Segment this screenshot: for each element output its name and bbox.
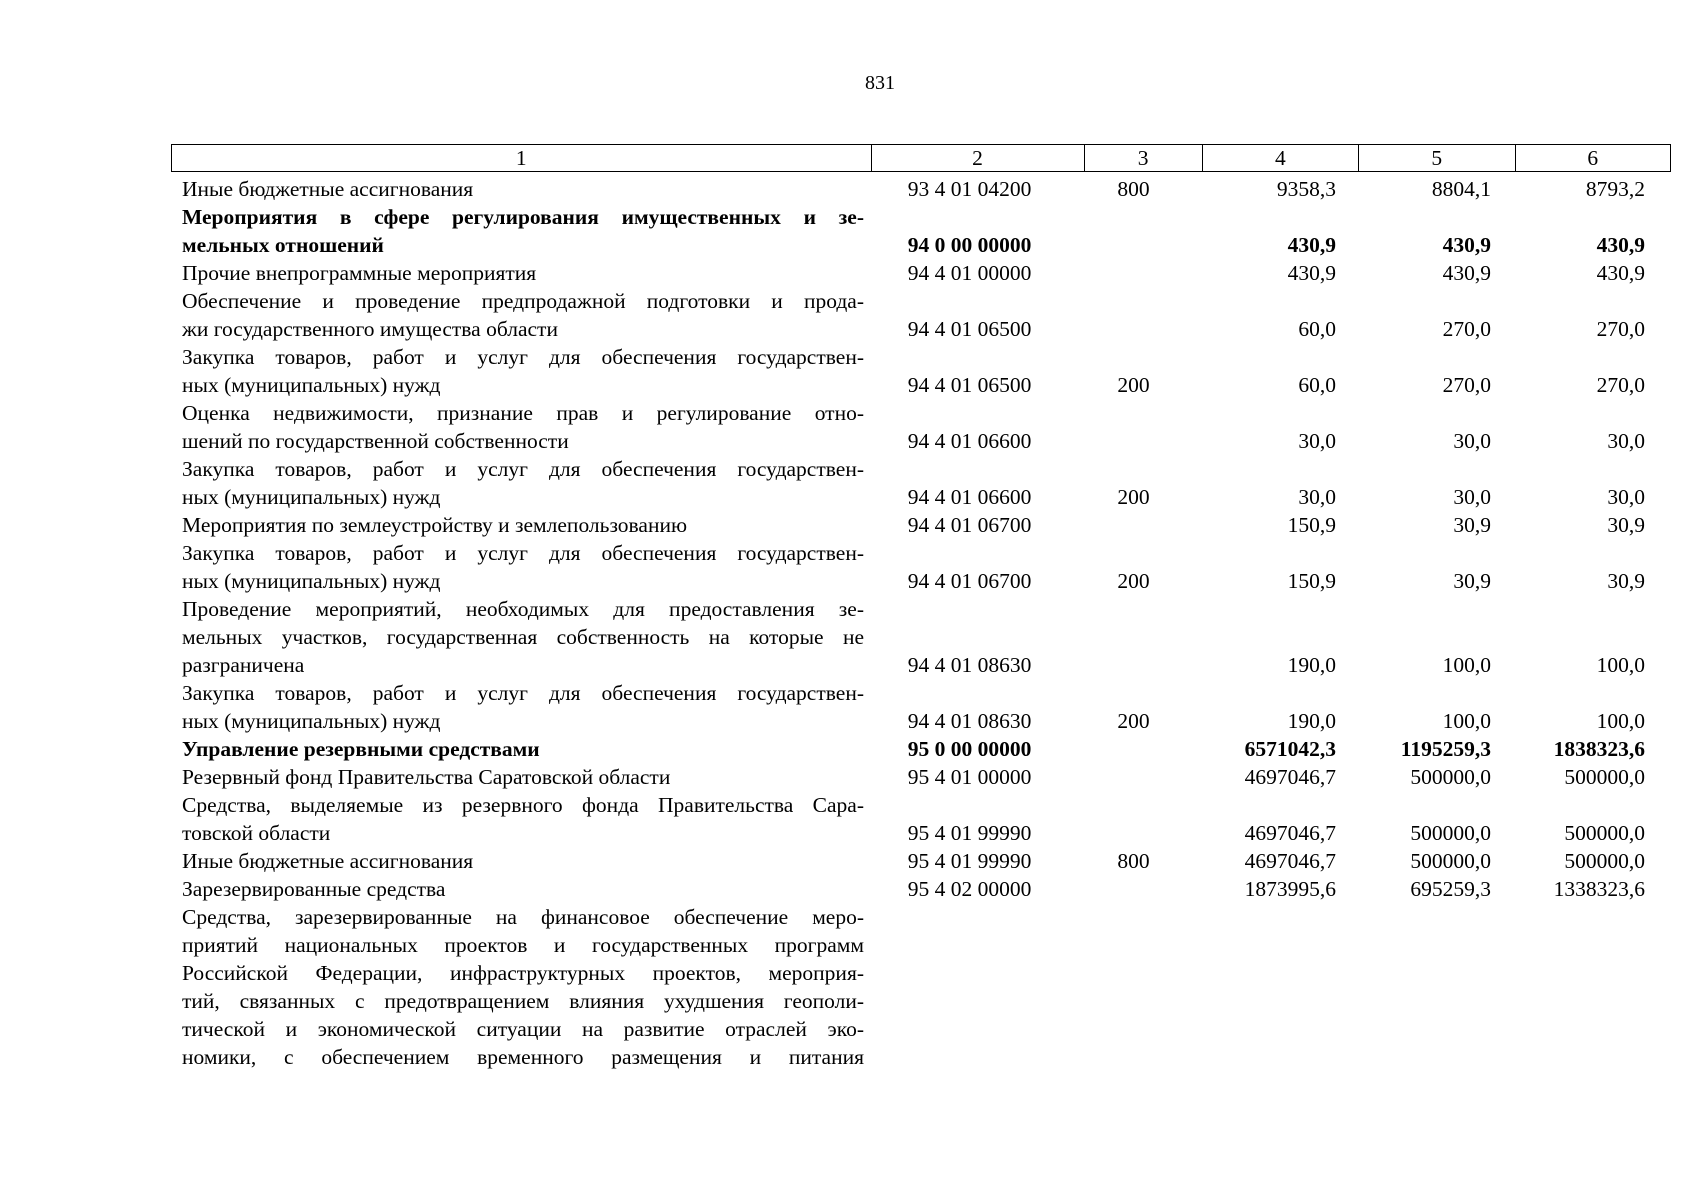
row-name-line: Мероприятия в сфере регулирования имущественных и зе- <box>182 205 864 229</box>
row-value-col4: 9358,3 <box>1276 177 1336 201</box>
row-name-line: разграничена <box>182 653 305 677</box>
row-value-col4: 6571042,3 <box>1244 737 1336 761</box>
row-value-col6: 500000,0 <box>1564 765 1645 789</box>
column-header-1: 1 <box>172 145 872 172</box>
row-code: 95 4 01 99990 <box>907 821 1032 845</box>
row-value-col4: 60,0 <box>1298 317 1336 341</box>
row-expense-type: 200 <box>1117 709 1150 733</box>
row-name-line: ных (муниципальных) нужд <box>182 485 441 509</box>
row-name-line: Резервный фонд Правительства Саратовской области <box>182 765 671 789</box>
row-value-col6: 8793,2 <box>1585 177 1645 201</box>
row-name <box>171 399 864 455</box>
table-row <box>171 679 1671 735</box>
row-value-col5: 270,0 <box>1442 317 1491 341</box>
table-row <box>171 595 1671 679</box>
row-name-line: Российской Федерации, инфраструктурных проектов, мероприя- <box>182 961 864 985</box>
row-value-col5: 270,0 <box>1442 373 1491 397</box>
column-header-6: 6 <box>1515 145 1670 172</box>
row-code: 94 4 01 06500 <box>907 317 1032 341</box>
row-value-col5: 100,0 <box>1442 653 1491 677</box>
row-value-col4: 4697046,7 <box>1244 849 1336 873</box>
row-name <box>171 847 864 875</box>
row-name <box>171 203 864 259</box>
row-value-col5: 30,0 <box>1453 429 1491 453</box>
row-code: 94 4 01 06700 <box>907 513 1032 537</box>
row-code: 95 4 02 00000 <box>907 877 1032 901</box>
row-value-col4: 4697046,7 <box>1244 821 1336 845</box>
row-name <box>171 875 864 903</box>
row-expense-type: 200 <box>1117 485 1150 509</box>
row-value-col6: 430,9 <box>1596 233 1645 257</box>
row-name <box>171 791 864 847</box>
row-code: 95 4 01 99990 <box>907 849 1032 873</box>
row-name-line: мельных участков, государственная собственность на которые не <box>182 625 864 649</box>
row-value-col6: 1338323,6 <box>1553 877 1645 901</box>
column-header-table <box>171 144 1671 172</box>
table-body <box>171 175 1671 1071</box>
row-name-line: ных (муниципальных) нужд <box>182 373 441 397</box>
row-value-col6: 270,0 <box>1596 373 1645 397</box>
row-value-col6: 1838323,6 <box>1553 737 1645 761</box>
row-name <box>171 903 864 1071</box>
row-name-line: Зарезервированные средства <box>182 877 446 901</box>
row-value-col4: 150,9 <box>1287 513 1336 537</box>
row-value-col6: 30,0 <box>1607 485 1645 509</box>
row-name-line: ных (муниципальных) нужд <box>182 569 441 593</box>
row-name-line: Иные бюджетные ассигнования <box>182 849 474 873</box>
row-name <box>171 679 864 735</box>
table-row <box>171 539 1671 595</box>
table-row <box>171 511 1671 539</box>
table-row <box>171 203 1671 259</box>
row-value-col5: 500000,0 <box>1410 821 1491 845</box>
row-value-col6: 500000,0 <box>1564 821 1645 845</box>
row-name-line: Закупка товаров, работ и услуг для обеспечения государствен- <box>182 345 864 369</box>
row-name-line: шений по государственной собственности <box>182 429 569 453</box>
table-row <box>171 735 1671 763</box>
row-value-col6: 30,9 <box>1607 569 1645 593</box>
row-code: 94 0 00 00000 <box>907 233 1032 257</box>
row-name-line: Проведение мероприятий, необходимых для предоставления зе- <box>182 597 864 621</box>
row-value-col6: 270,0 <box>1596 317 1645 341</box>
row-code: 94 4 01 08630 <box>907 709 1032 733</box>
row-code: 94 4 01 00000 <box>907 261 1032 285</box>
row-value-col5: 695259,3 <box>1410 877 1491 901</box>
row-value-col4: 190,0 <box>1287 709 1336 733</box>
table-row <box>171 455 1671 511</box>
row-expense-type: 200 <box>1117 373 1150 397</box>
row-value-col5: 430,9 <box>1442 261 1491 285</box>
row-value-col5: 1195259,3 <box>1400 737 1491 761</box>
column-header-3: 3 <box>1084 145 1202 172</box>
row-value-col4: 150,9 <box>1287 569 1336 593</box>
table-row <box>171 791 1671 847</box>
row-value-col5: 500000,0 <box>1410 849 1491 873</box>
row-name <box>171 175 864 203</box>
row-name <box>171 735 864 763</box>
column-header-5: 5 <box>1359 145 1515 172</box>
table-row <box>171 847 1671 875</box>
page-number: 831 <box>865 72 895 94</box>
row-value-col4: 430,9 <box>1287 233 1336 257</box>
row-value-col6: 30,0 <box>1607 429 1645 453</box>
row-value-col4: 4697046,7 <box>1244 765 1336 789</box>
row-value-col6: 430,9 <box>1596 261 1645 285</box>
table-row <box>171 399 1671 455</box>
row-name-line: ных (муниципальных) нужд <box>182 709 441 733</box>
row-code: 94 4 01 08630 <box>907 653 1032 677</box>
row-name <box>171 259 864 287</box>
table-row <box>171 287 1671 343</box>
column-header-2: 2 <box>871 145 1084 172</box>
row-name <box>171 763 864 791</box>
row-name-line: Мероприятия по землеустройству и землепользованию <box>182 513 688 537</box>
row-name-line: Прочие внепрограммные мероприятия <box>182 261 537 285</box>
row-name-line: Закупка товаров, работ и услуг для обеспечения государствен- <box>182 541 864 565</box>
row-name-line: Закупка товаров, работ и услуг для обеспечения государствен- <box>182 457 864 481</box>
row-code: 94 4 01 06700 <box>907 569 1032 593</box>
row-name <box>171 287 864 343</box>
column-header-row <box>172 145 1671 172</box>
row-value-col5: 30,9 <box>1453 513 1491 537</box>
row-value-col4: 430,9 <box>1287 261 1336 285</box>
row-name-line: тической и экономической ситуации на развитие отраслей эко- <box>182 1017 864 1041</box>
row-name-line: Средства, зарезервированные на финансовое обеспечение меро- <box>182 905 864 929</box>
row-value-col4: 30,0 <box>1298 485 1336 509</box>
row-code: 94 4 01 06600 <box>907 485 1032 509</box>
row-name-line: товской области <box>182 821 331 845</box>
row-value-col5: 8804,1 <box>1431 177 1491 201</box>
table-row <box>171 903 1671 1071</box>
row-value-col6: 500000,0 <box>1564 849 1645 873</box>
row-name-line: приятий национальных проектов и государственных программ <box>182 933 864 957</box>
row-value-col4: 30,0 <box>1298 429 1336 453</box>
row-expense-type: 800 <box>1117 849 1150 873</box>
row-name-line: Оценка недвижимости, признание прав и регулирование отно- <box>182 401 864 425</box>
row-name <box>171 511 864 539</box>
table-row <box>171 175 1671 203</box>
row-name <box>171 539 864 595</box>
row-value-col6: 100,0 <box>1596 709 1645 733</box>
row-name-line: тий, связанных с предотвращением влияния ухудшения геополи- <box>182 989 864 1013</box>
table-row <box>171 875 1671 903</box>
table-row <box>171 763 1671 791</box>
row-value-col4: 1873995,6 <box>1244 877 1336 901</box>
row-code: 94 4 01 06600 <box>907 429 1032 453</box>
row-value-col5: 30,9 <box>1453 569 1491 593</box>
row-expense-type: 200 <box>1117 569 1150 593</box>
row-name-line: Обеспечение и проведение предпродажной подготовки и прода- <box>182 289 864 313</box>
row-name-line: Средства, выделяемые из резервного фонда Правительства Сара- <box>182 793 864 817</box>
row-value-col4: 60,0 <box>1298 373 1336 397</box>
row-value-col5: 430,9 <box>1442 233 1491 257</box>
row-name-line: жи государственного имущества области <box>182 317 558 341</box>
row-value-col4: 190,0 <box>1287 653 1336 677</box>
row-value-col5: 100,0 <box>1442 709 1491 733</box>
row-name-line: Закупка товаров, работ и услуг для обеспечения государствен- <box>182 681 864 705</box>
row-code: 93 4 01 04200 <box>907 177 1032 201</box>
row-name-line: Управление резервными средствами <box>182 737 540 761</box>
row-expense-type: 800 <box>1117 177 1150 201</box>
row-name-line: Иные бюджетные ассигнования <box>182 177 474 201</box>
table-row <box>171 343 1671 399</box>
row-name-line: номики, с обеспечением временного размещения и питания <box>182 1045 864 1069</box>
row-value-col5: 30,0 <box>1453 485 1491 509</box>
row-name-line: мельных отношений <box>182 233 384 257</box>
row-name <box>171 455 864 511</box>
row-name <box>171 343 864 399</box>
table-row <box>171 259 1671 287</box>
row-name <box>171 595 864 679</box>
row-value-col6: 100,0 <box>1596 653 1645 677</box>
row-code: 95 4 01 00000 <box>907 765 1032 789</box>
row-value-col6: 30,9 <box>1607 513 1645 537</box>
column-header-4: 4 <box>1202 145 1358 172</box>
row-code: 94 4 01 06500 <box>907 373 1032 397</box>
row-code: 95 0 00 00000 <box>907 737 1032 761</box>
row-value-col5: 500000,0 <box>1410 765 1491 789</box>
